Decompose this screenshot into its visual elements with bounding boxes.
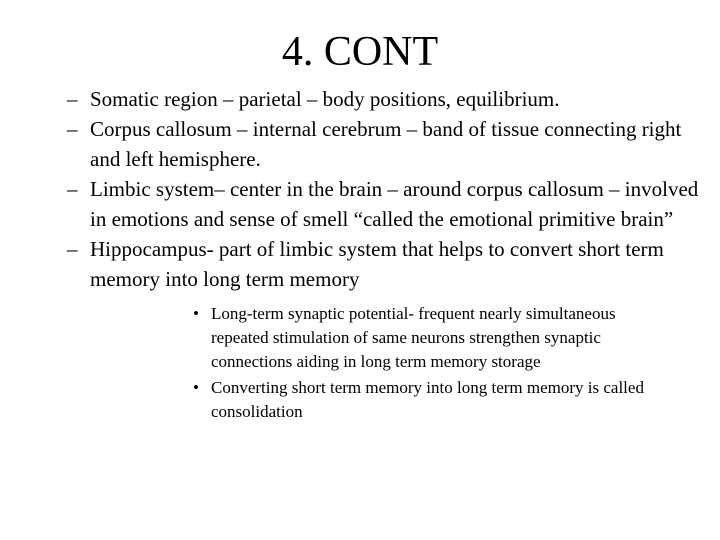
dash-marker: –: [67, 177, 78, 201]
slide-title: [0, 27, 720, 77]
bullet-item: [0, 114, 720, 174]
sub-bullet-list: [90, 302, 700, 424]
bullet-text: Somatic region – parietal – body positions, equilibrium.: [90, 87, 560, 111]
slide-title-text: 4. CONT: [281, 29, 439, 75]
dash-marker: –: [67, 237, 78, 261]
bullet-item: [0, 174, 720, 234]
sub-bullet-item: [90, 302, 700, 374]
bullet-list: [0, 84, 720, 426]
sub-bullet-text: Converting short term memory into long term memory is called consolidation: [211, 378, 644, 421]
dash-marker: –: [67, 117, 78, 141]
bullet-text: Hippocampus- part of limbic system that helps to convert short term memory into long term memory: [90, 237, 664, 291]
bullet-dot-marker: •: [193, 378, 199, 397]
bullet-item: [0, 84, 720, 114]
bullet-text: Corpus callosum – internal cerebrum – band of tissue connecting right and left hemisphere.: [90, 117, 682, 171]
sub-bullet-item: [90, 376, 700, 424]
sub-bullet-text: Long-term synaptic potential- frequent nearly simultaneous repeated stimulation of same neurons strengthen synaptic connections aiding in long term memory storage: [211, 304, 616, 371]
bullet-dot-marker: •: [193, 304, 199, 323]
dash-marker: –: [67, 87, 78, 111]
bullet-item: [0, 234, 720, 424]
bullet-text: Limbic system– center in the brain – around corpus callosum – involved in emotions and sense of smell “called the emotional primitive brain”: [90, 177, 699, 231]
